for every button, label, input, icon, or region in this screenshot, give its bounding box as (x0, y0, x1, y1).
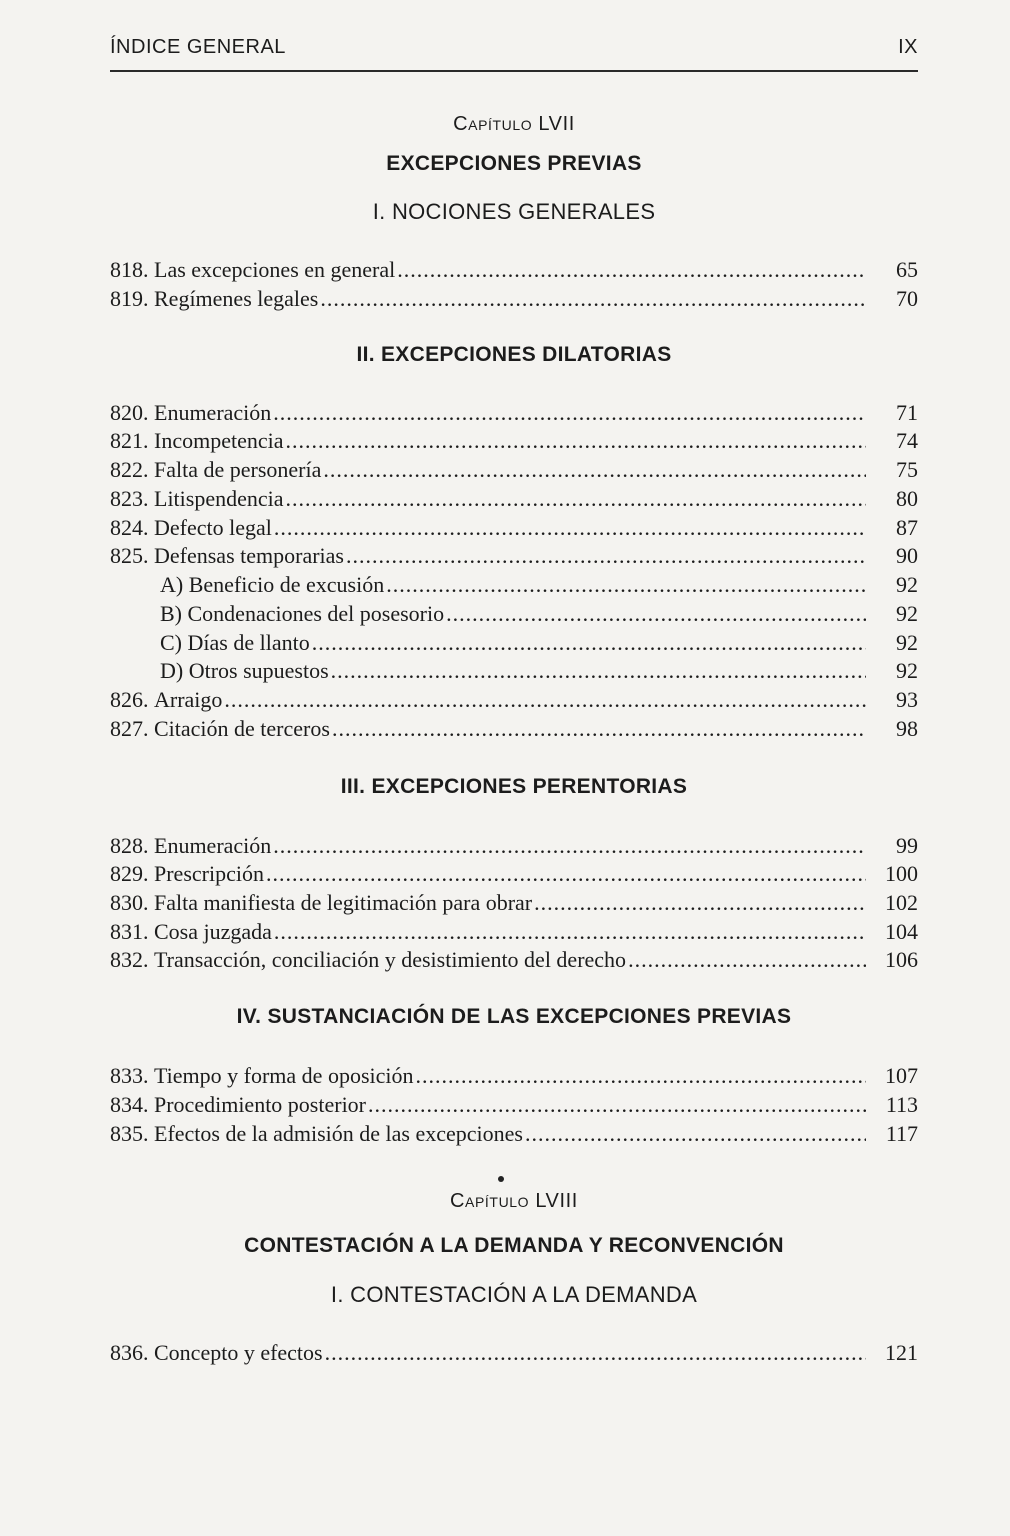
entry-number: 825. (110, 543, 149, 568)
toc-entry[interactable] (110, 1339, 918, 1367)
toc-entry[interactable] (110, 1091, 918, 1119)
entry-title: Regímenes legales (154, 286, 319, 311)
entry-title: Citación de terceros (154, 716, 330, 741)
leader-dots (323, 456, 866, 484)
leader-dots (346, 542, 866, 570)
entry-page: 107 (885, 1063, 918, 1088)
entry-number: 836. (110, 1340, 149, 1365)
entry-number: 822. (110, 457, 149, 482)
chapter-title: CONTESTACIÓN A LA DEMANDA Y RECONVENCIÓN (244, 1234, 784, 1257)
leader-dots (320, 285, 866, 313)
header-rule (110, 70, 918, 72)
entry-number: 832. (110, 947, 149, 972)
toc-entry[interactable] (110, 485, 918, 513)
entry-number: 818. (110, 257, 149, 282)
leader-dots (286, 427, 867, 455)
entry-page: 104 (885, 919, 918, 944)
entry-page: 74 (896, 428, 918, 453)
toc-entry[interactable] (110, 832, 918, 860)
entry-title: Efectos de la admisión de las excepciones (154, 1121, 523, 1146)
entry-page: 121 (885, 1340, 918, 1365)
entry-page: 65 (896, 257, 918, 282)
entry-title: Defensas temporarias (154, 543, 344, 568)
entry-number: 830. (110, 890, 149, 915)
toc-entry[interactable] (110, 285, 918, 313)
entry-title: Litispendencia (154, 486, 284, 511)
leader-dots (224, 686, 866, 714)
entry-number: 834. (110, 1092, 149, 1117)
entry-number: 835. (110, 1121, 149, 1146)
entry-page: 90 (896, 543, 918, 568)
section-title: II. EXCEPCIONES DILATORIAS (356, 343, 672, 366)
toc-entry[interactable] (110, 427, 918, 455)
entry-title: Concepto y efectos (154, 1340, 323, 1365)
entry-title: Tiempo y forma de oposición (154, 1063, 414, 1088)
chapter-title: EXCEPCIONES PREVIAS (386, 152, 642, 175)
leader-dots (331, 657, 866, 685)
entry-page: 92 (896, 658, 918, 683)
entry-number: 831. (110, 919, 149, 944)
toc-entry[interactable] (110, 1120, 918, 1148)
leader-dots (397, 256, 866, 284)
leader-dots (274, 918, 866, 946)
entry-number: 823. (110, 486, 149, 511)
running-header-title: ÍNDICE GENERAL (110, 36, 286, 58)
entry-page: 92 (896, 630, 918, 655)
running-header (110, 36, 918, 59)
leader-dots (273, 399, 866, 427)
leader-dots (286, 485, 866, 513)
entry-page: 117 (885, 1121, 918, 1146)
section-title: III. EXCEPCIONES PERENTORIAS (340, 775, 688, 798)
leader-dots (266, 860, 866, 888)
page-number: IX (898, 36, 918, 58)
entry-title: B) Condenaciones del posesorio (160, 601, 445, 626)
entry-page: 70 (896, 286, 918, 311)
leader-dots (325, 1339, 866, 1367)
toc-entry[interactable] (110, 456, 918, 484)
leader-dots (312, 629, 866, 657)
leader-dots (446, 600, 866, 628)
entry-page: 92 (896, 572, 918, 597)
leader-dots (628, 946, 866, 974)
toc-entry[interactable] (110, 918, 918, 946)
leader-dots (386, 571, 866, 599)
toc-entry[interactable] (110, 514, 918, 542)
entry-page: 99 (896, 833, 918, 858)
leader-dots (534, 889, 866, 917)
entry-number: 821. (110, 428, 149, 453)
ornament-dot (498, 1176, 504, 1182)
entry-title: Enumeración (154, 833, 272, 858)
section-title: IV. SUSTANCIACIÓN DE LAS EXCEPCIONES PREVIAS (236, 1005, 792, 1028)
leader-dots (274, 514, 866, 542)
leader-dots (416, 1062, 867, 1090)
entry-number: 819. (110, 286, 149, 311)
entry-number: 827. (110, 716, 149, 741)
leader-dots (332, 715, 866, 743)
entry-number: 828. (110, 833, 149, 858)
entry-page: 80 (896, 486, 918, 511)
entry-title: Falta manifiesta de legitimación para obrar (154, 890, 533, 915)
toc-subentry[interactable] (160, 629, 918, 657)
toc-entry[interactable] (110, 860, 918, 888)
leader-dots (273, 832, 866, 860)
toc-entry[interactable] (110, 399, 918, 427)
entry-title: Arraigo (154, 687, 223, 712)
entry-title: Las excepciones en general (154, 257, 396, 282)
toc-entry[interactable] (110, 889, 918, 917)
section-title: I. NOCIONES GENERALES (372, 199, 656, 224)
entry-page: 87 (896, 515, 918, 540)
chapter-label: Capítulo LVII (453, 113, 575, 135)
entry-page: 113 (885, 1092, 918, 1117)
entry-page: 71 (896, 400, 918, 425)
entry-page: 92 (896, 601, 918, 626)
entry-number: 829. (110, 861, 149, 886)
toc-subentry[interactable] (160, 657, 918, 685)
entry-title: Falta de personería (154, 457, 322, 482)
entry-page: 98 (896, 716, 918, 741)
entry-title: Transacción, conciliación y desistimiento del derecho (154, 947, 627, 972)
entry-title: C) Días de llanto (160, 630, 310, 655)
toc-entry[interactable] (110, 946, 918, 974)
entry-title: Incompetencia (154, 428, 284, 453)
leader-dots (525, 1120, 866, 1148)
toc-entry[interactable] (110, 715, 918, 743)
entry-page: 93 (896, 687, 918, 712)
leader-dots (368, 1091, 866, 1119)
entry-number: 824. (110, 515, 149, 540)
toc-subentry[interactable] (160, 600, 918, 628)
entry-title: Procedimiento posterior (154, 1092, 367, 1117)
entry-number: 833. (110, 1063, 149, 1088)
toc-entry[interactable] (110, 542, 918, 570)
entry-page: 75 (896, 457, 918, 482)
entry-title: Defecto legal (154, 515, 272, 540)
chapter-label: Capítulo LVIII (450, 1190, 578, 1212)
entry-number: 826. (110, 687, 149, 712)
entry-title: Prescripción (154, 861, 264, 886)
entry-title: Cosa juzgada (154, 919, 272, 944)
toc-subentry[interactable] (160, 571, 918, 599)
entry-number: 820. (110, 400, 149, 425)
toc-entry[interactable] (110, 256, 918, 284)
entry-title: A) Beneficio de excusión (160, 572, 385, 597)
entry-page: 102 (885, 890, 918, 915)
entry-page: 100 (885, 861, 918, 886)
toc-entry[interactable] (110, 686, 918, 714)
entry-page: 106 (885, 947, 918, 972)
toc-entry[interactable] (110, 1062, 918, 1090)
section-title: I. CONTESTACIÓN A LA DEMANDA (330, 1282, 698, 1307)
entry-title: Enumeración (154, 400, 272, 425)
entry-title: D) Otros supuestos (160, 658, 329, 683)
